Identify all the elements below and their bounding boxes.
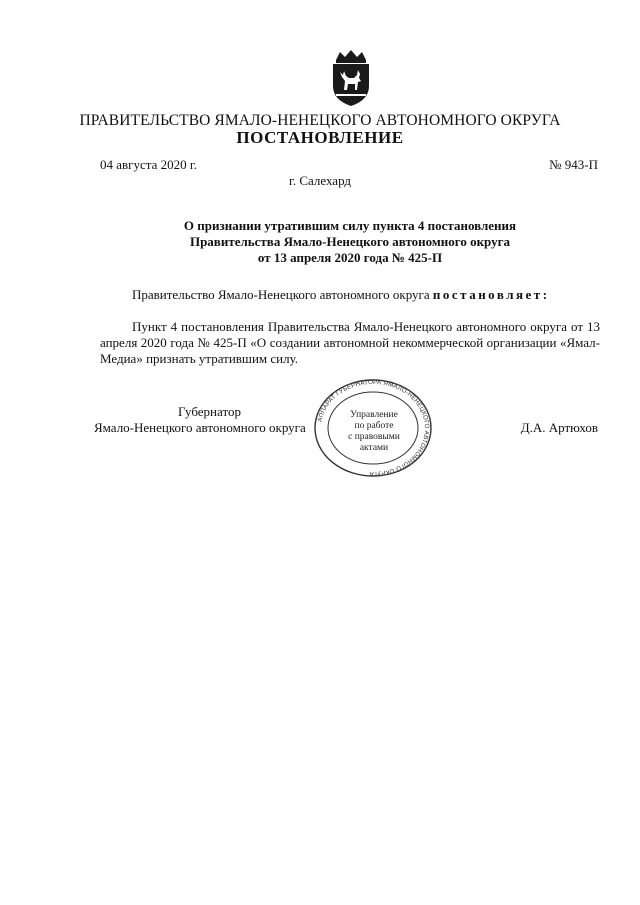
- signatory-name: Д.А. Артюхов: [520, 420, 598, 435]
- stamp-line-3: с правовыми: [348, 432, 400, 442]
- yamal-coat-of-arms-icon: [326, 48, 376, 108]
- signatory-post: Губернатор: [178, 404, 241, 419]
- government-title: ПРАВИТЕЛЬСТВО ЯМАЛО-НЕНЕЦКОГО АВТОНОМНОГО ОКРУГА: [79, 112, 561, 129]
- subject-line-1: О признании утратившим силу пункта 4 постановления: [183, 218, 517, 233]
- stamp-ring-text: АППАРАТ ГУБЕРНАТОРА ЯМАЛО-НЕНЕЦКОГО АВТОНОМНОГО ОКРУГА: [316, 378, 431, 478]
- subject-line-3: от 13 апреля 2020 года № 425-П: [257, 250, 443, 265]
- stamp-line-2: по работе: [354, 421, 394, 431]
- resolves-word: постановляет:: [432, 287, 550, 302]
- document-type: ПОСТАНОВЛЕНИЕ: [236, 128, 404, 147]
- subject-line-2: Правительства Ямало-Ненецкого автономного округа: [189, 234, 511, 249]
- document-city: г. Салехард: [288, 173, 352, 188]
- document-date: 04 августа 2020 г.: [100, 157, 197, 172]
- operative-paragraph: Пункт 4 постановления Правительства Ямало-Ненецкого автономного округа от 13 апреля 2020 года № 425-П «О создании автономной некоммерческой организации «Ямал-Медиа» признать утратившим силу.: [100, 319, 600, 366]
- preamble-paragraph: [100, 287, 600, 303]
- stamp-inner-text: [338, 410, 410, 454]
- document-number: № 943-П: [549, 157, 598, 172]
- preamble-text: Правительство Ямало-Ненецкого автономного округа: [132, 287, 430, 302]
- document-subject: [100, 218, 600, 266]
- signatory-region: Ямало-Ненецкого автономного округа: [94, 420, 306, 435]
- stamp-line-4: актами: [359, 443, 389, 453]
- stamp-line-1: Управление: [350, 410, 398, 420]
